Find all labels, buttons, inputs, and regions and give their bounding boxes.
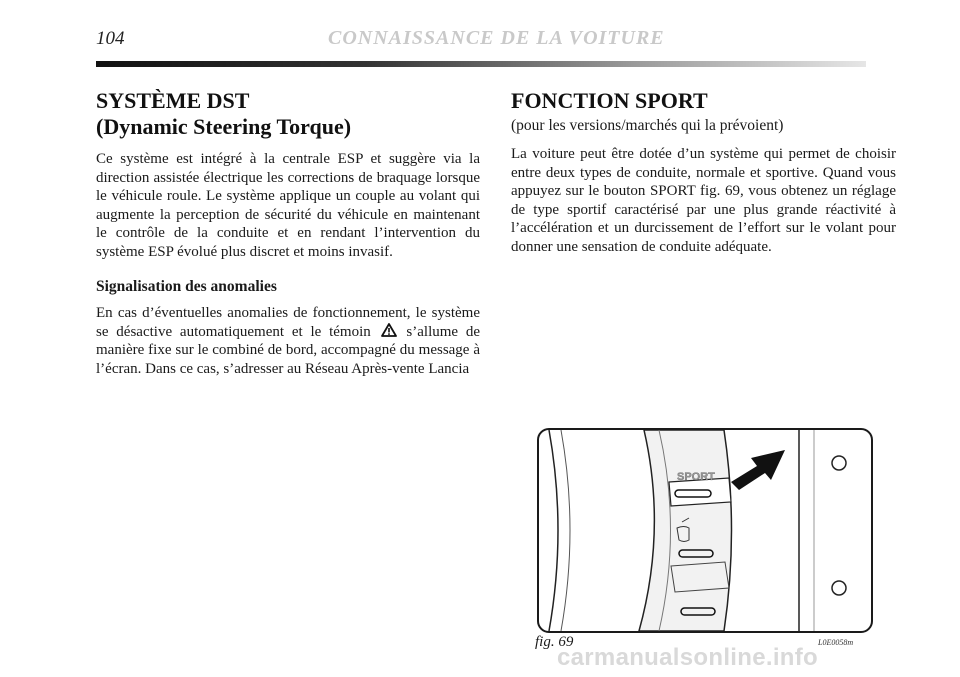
right-column	[511, 88, 896, 270]
sport-title: FONCTION SPORT	[511, 88, 708, 113]
figure-sport-button	[537, 428, 873, 633]
figure-code: L0E0058m	[818, 638, 854, 647]
dst-title-line2: (Dynamic Steering Torque)	[96, 114, 352, 139]
warning-triangle-icon	[381, 323, 397, 337]
figure-caption: fig. 69	[535, 634, 574, 650]
sport-subtitle: (pour les versions/marchés qui la prévoient)	[511, 117, 784, 134]
left-column	[96, 88, 480, 392]
pointer-arrow-icon	[731, 450, 785, 490]
sport-button-label: SPORT	[677, 471, 715, 483]
faults-paragraph	[96, 304, 480, 378]
dst-title	[96, 88, 480, 140]
dst-intro-paragraph: Ce système est intégré à la centrale ESP et suggère via la direction assistée électrique les corrections de braquage lorsque le véhicule roule. Le système applique un couple au volant qui augmente la perception de sécurité du véhicule en maintenant le contrôle de la conduite et en rendant l’intervention du système ESP évolué plus discret et moins invasif.	[96, 151, 480, 260]
sport-paragraph: La voiture peut être dotée d’un système qui permet de choisir entre deux types de conduite, normale et sportive. Quand vous appuyez sur le bouton SPORT fig. 69, vous obtenez un réglage de type sportif caractérisé par une plus grande réactivité à l’accélération et un durcissement de l’effort sur le volant pour donner une sensation de conduite adéquate.	[511, 146, 896, 255]
watermark-text: carmanualsonline.info	[557, 644, 819, 671]
faults-text-after: s’allume de manière fixe sur le combiné de bord, accompagné du message à l’écran. Dans ce cas, s’adresser au Réseau Après-vente Lancia	[96, 323, 481, 377]
sport-button-illustration	[539, 430, 871, 631]
page-number: 104	[96, 28, 125, 49]
header-rule	[96, 61, 866, 67]
faults-text-before: En cas d’éventuelles anomalies de fonctionnement, le système se désactive automatiquement et le témoin	[96, 305, 480, 340]
dst-title-line1: SYSTÈME DST	[96, 88, 250, 113]
faults-heading: Signalisation des anomalies	[96, 278, 277, 295]
running-head: CONNAISSANCE DE LA VOITURE	[328, 27, 665, 49]
